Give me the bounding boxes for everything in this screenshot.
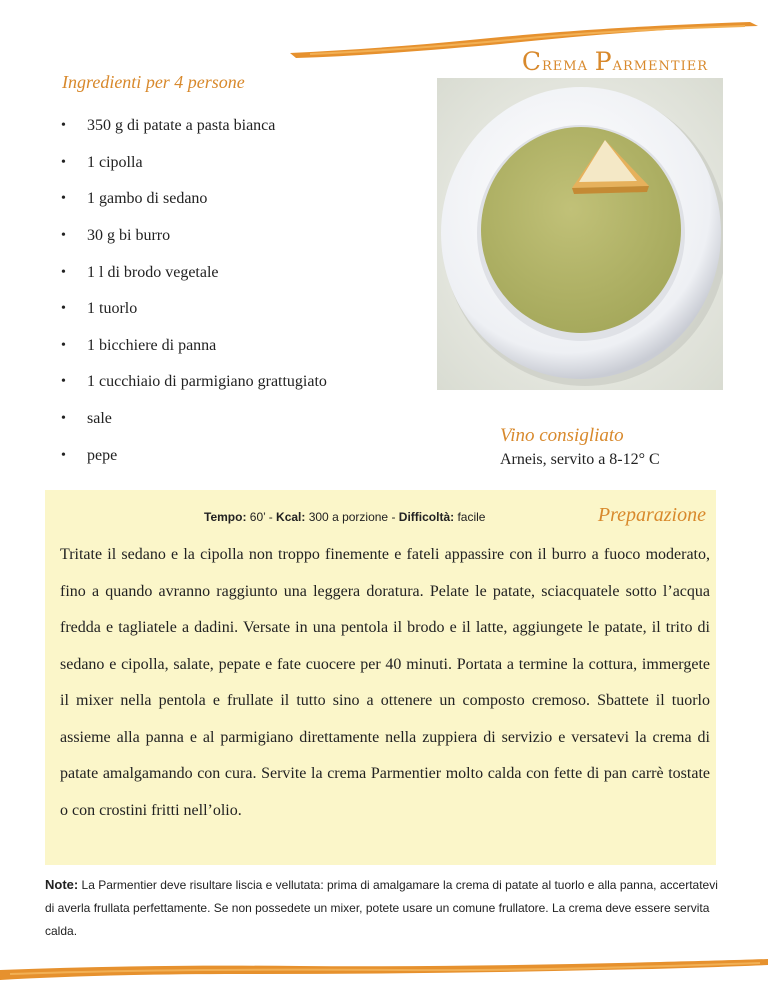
- list-item: • 1 l di brodo vegetale: [55, 254, 327, 291]
- page-title: Crema Parmentier: [521, 47, 708, 76]
- list-item: • 1 cucchiaio di parmigiano grattugiato: [55, 364, 327, 401]
- ingredients-heading: Ingredienti per 4 persone: [62, 72, 245, 92]
- bullet: •: [61, 191, 66, 207]
- bullet: •: [61, 374, 66, 390]
- recipe-meta: Tempo: 60’ - Kcal: 300 a porzione - Difficoltà: facile: [204, 510, 486, 524]
- wine-heading: Vino consigliato: [500, 425, 624, 446]
- bullet: •: [61, 228, 66, 244]
- list-item: • 1 tuorlo: [55, 291, 327, 328]
- bottom-brush-stroke: [0, 950, 768, 990]
- bullet: •: [61, 411, 66, 427]
- list-item: • 1 gambo di sedano: [55, 181, 327, 218]
- soup-bowl-photo: [437, 78, 723, 390]
- bullet: •: [61, 447, 66, 463]
- list-item: • sale: [55, 401, 327, 438]
- preparation-text: Tritate il sedano e la cipolla non troppo finemente e fateli appassire con il burro a fuoco moderato, fino a quando avranno raggiunto una leggera doratura. Pelate le patate, sciacquatele sotto l’acqua fredda e tagliatele a dadini. Versate in una pentola il brodo e il latte, aggiungete le patate, il trito di sedano e cipolla, salate, pepate e fate cuocere per 40 minuti. Portata a termine la cottura, immergete il mixer nella pentola e frullate il tutto sino a ottenere un composto cremoso. Sbattete il tuorlo assieme alla panna e al parmigiano direttamente nella zuppiera di servizio e versatevi la crema di patate amalgamando con cura. Servite la crema Parmentier molto calda con fette di pan carrè tostate o con crostini fritti nell’olio.: [60, 546, 710, 819]
- list-item: • 1 cipolla: [55, 145, 327, 182]
- bullet: •: [61, 301, 66, 317]
- list-item: • pepe: [55, 437, 327, 474]
- note-text: Note: La Parmentier deve risultare liscia e vellutata: prima di amalgamare la crema di patate al tuorlo e alla panna, accertatevi di averla frullata perfettamente. Se non possedete un mixer, potete usare un comune frullatore. La crema deve essere servita calda.: [45, 877, 718, 938]
- list-item: • 30 g bi burro: [55, 218, 327, 255]
- bullet: •: [61, 264, 66, 280]
- bullet: •: [61, 118, 66, 134]
- preparation-heading: Preparazione: [597, 504, 706, 526]
- list-item: • 350 g di patate a pasta bianca: [55, 108, 327, 145]
- wine-suggestion: Arneis, servito a 8-12° C: [500, 451, 660, 468]
- list-item: • 1 bicchiere di panna: [55, 328, 327, 365]
- bullet: •: [61, 154, 66, 170]
- bullet: •: [61, 337, 66, 353]
- ingredients-list: [55, 108, 327, 474]
